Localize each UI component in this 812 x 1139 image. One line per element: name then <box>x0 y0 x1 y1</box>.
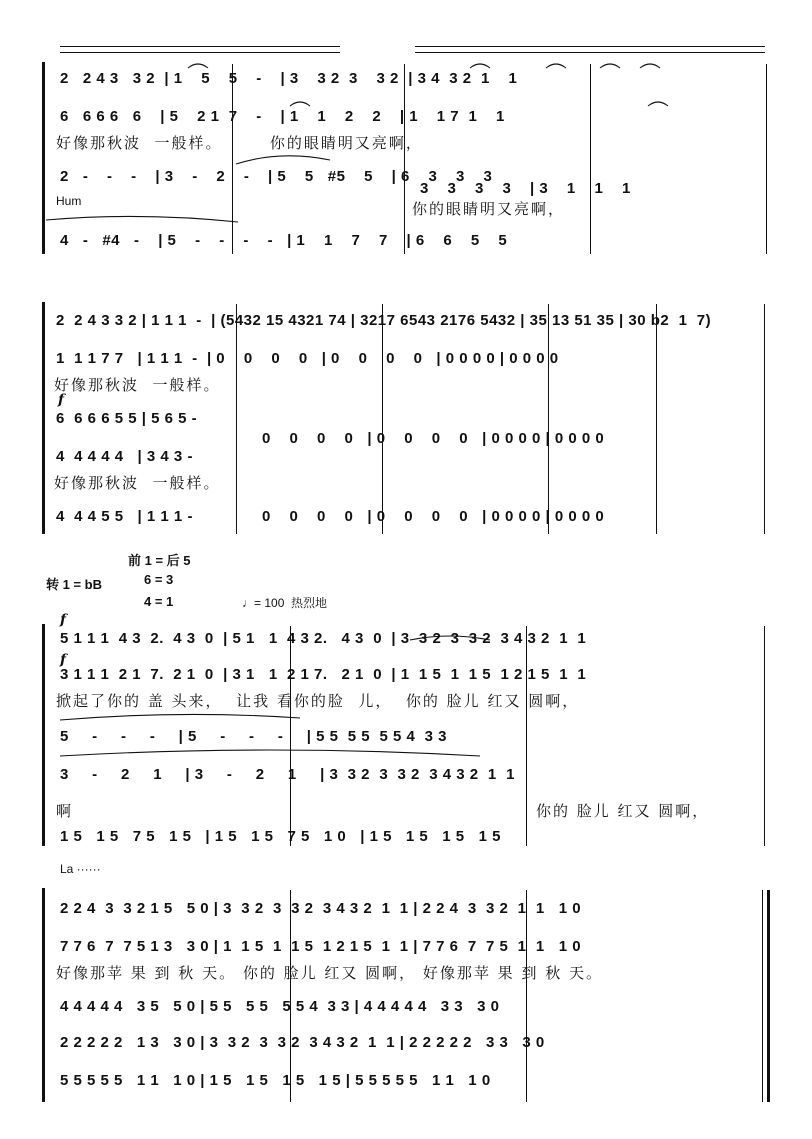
ah-lyric: 啊 <box>56 802 74 820</box>
dynamic-forte: f <box>60 652 67 668</box>
staff-bass: 4 - #4 - | 5 - - - - | 1 1 7 7 | 6 6 5 5 <box>60 232 508 249</box>
lyric-line: 掀起了你的 盖 头来， 让我 看你的脸 儿， 你的 脸儿 红又 圆啊， <box>56 692 580 710</box>
lyric-line: 你的 脸儿 红又 圆啊， <box>536 802 710 820</box>
staff-soprano: 2 2 4 3 3 2 1 5 5 0 | 3 3 2 3 3 2 3 4 3 2 1 1 | 2 2 4 3 3 2 1 1 1 0 <box>60 900 582 917</box>
staff-alto: 1 1 1 7 7 | 1 1 1 - | 0 0 0 0 | 0 0 0 0 | 0 0 0 0 | 0 0 0 0 <box>56 350 559 367</box>
staff-alto: 6 6 6 6 6 | 5 2 1 7 - | 1 1 2 2 | 1 1 7 1 1 <box>60 108 505 125</box>
lyric-line: 你的眼睛明又亮啊， <box>412 200 566 218</box>
tempo-marking: ♩= 100 热烈地 <box>242 596 328 610</box>
staff-tenor-lower: 4 4 4 4 4 | 3 4 3 - <box>56 448 193 465</box>
lyric-line: 好像那秋波 一般样。 你的眼睛明又亮啊， <box>56 134 423 152</box>
staff-baritone: 3 - 2 1 | 3 - 2 1 | 3 3 2 3 3 2 3 4 3 2 1 1 <box>60 766 515 783</box>
key-signature: 转 1 = bB <box>46 577 102 592</box>
staff-rests: 0 0 0 0 | 0 0 0 0 | 0 0 0 0 | 0 0 0 0 <box>262 430 605 447</box>
staff-tenor-lower: 2 2 2 2 2 1 3 3 0 | 3 3 2 3 3 2 3 4 3 2 1 1 | 2 2 2 2 2 3 3 3 0 <box>60 1034 545 1051</box>
staff-bass: 1 5 1 5 7 5 1 5 | 1 5 1 5 7 5 1 0 | 1 5 1 5 1 5 1 5 <box>60 828 501 845</box>
hum-label: Hum <box>56 194 82 208</box>
staff-tenor: 5 - - - | 5 - - - | 5 5 5 5 5 5 4 3 3 <box>60 728 448 745</box>
lyric-line: 好像那秋波 一般样。 <box>54 376 221 394</box>
staff-bass: 4 4 4 5 5 | 1 1 1 - <box>56 508 193 525</box>
lyric-line: 好像那秋波 一般样。 <box>54 474 221 492</box>
staff-soprano: 5 1 1 1 4 3 2. 4 3 0 | 5 1 1 4 3 2. 4 3 0 | 3 3 2 3 3 2 3 4 3 2 1 1 <box>60 630 587 647</box>
staff-soprano: 2 2 4 3 3 2 | 1 1 1 - | (5432 15 4321 74 | 3217 6543 2176 5432 | 35 13 51 35 | 30 b2 1 7) <box>56 312 712 329</box>
staff-bass: 5 5 5 5 5 1 1 1 0 | 1 5 1 5 1 5 1 5 | 5 5 5 5 5 1 1 1 0 <box>60 1072 491 1089</box>
dynamic-forte: f <box>60 612 67 628</box>
dynamic-forte: f <box>58 392 65 408</box>
lyric-line: 好像那苹 果 到 秋 天。 你的 脸儿 红又 圆啊， 好像那苹 果 到 秋 天。 <box>56 964 603 982</box>
staff-rests: 0 0 0 0 | 0 0 0 0 | 0 0 0 0 | 0 0 0 0 <box>262 508 605 525</box>
key-map-item: 6 = 3 <box>144 572 174 587</box>
staff-alto: 3 1 1 1 2 1 7. 2 1 0 | 3 1 1 2 1 7. 2 1 0 | 1 1 5 1 1 5 1 2 1 5 1 1 <box>60 666 587 683</box>
key-map-item: 前 1 = 后 5 <box>128 553 191 568</box>
staff-tenor-upper: 4 4 4 4 4 3 5 5 0 | 5 5 5 5 5 5 4 3 3 | 4 4 4 4 4 3 3 3 0 <box>60 998 500 1015</box>
key-map-item: 4 = 1 <box>144 594 174 609</box>
staff-soprano: 2 2 4 3 3 2 | 1 5 5 - | 3 3 2 3 3 2 | 3 4 3 2 1 1 <box>60 70 518 87</box>
la-label: La ······ <box>60 862 101 876</box>
staff-tenor-lower: 3 3 3 3 | 3 1 1 1 <box>420 180 631 197</box>
staff-alto: 7 7 6 7 7 5 1 3 3 0 | 1 1 5 1 1 5 1 2 1 5 1 1 | 7 7 6 7 7 5 1 1 1 0 <box>60 938 582 955</box>
staff-tenor: 2 - - - | 3 - 2 - | 5 5 #5 5 | 6 3 3 3 <box>60 168 493 185</box>
staff-tenor-upper: 6 6 6 6 5 5 | 5 6 5 - <box>56 410 198 427</box>
